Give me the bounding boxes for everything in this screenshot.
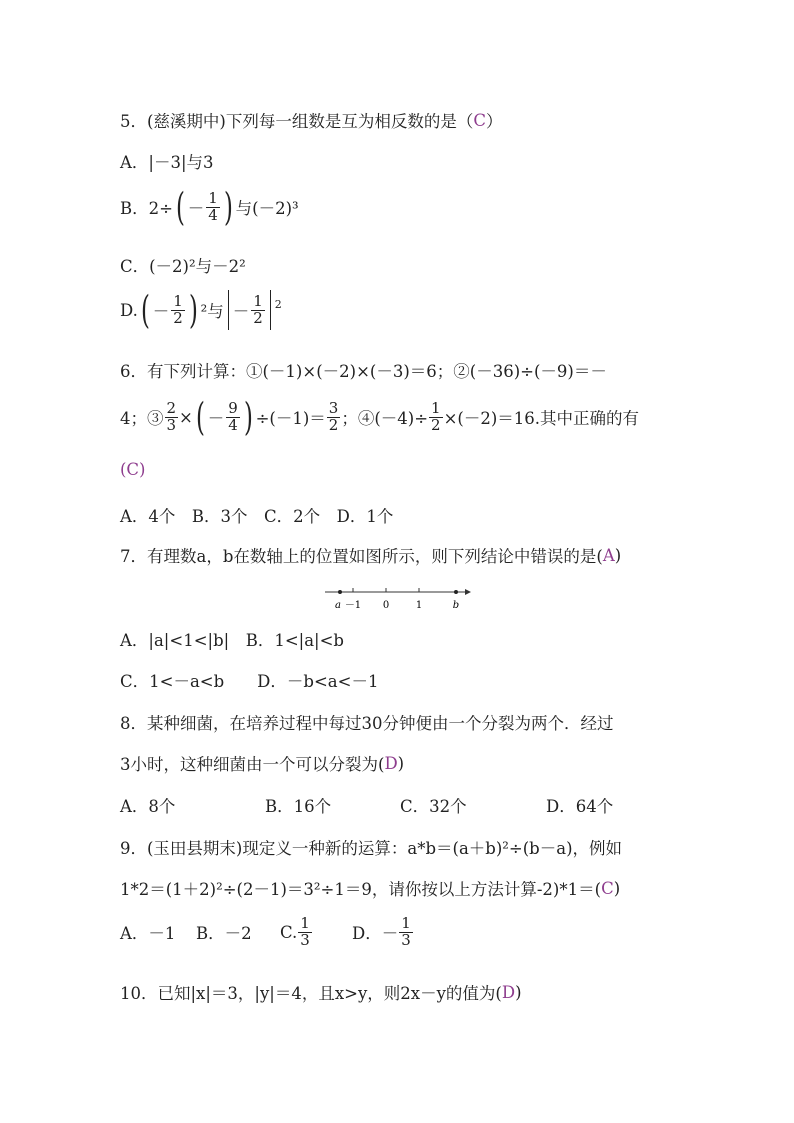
q10-close: ) (515, 982, 522, 1002)
q9-option-c-fraction (298, 916, 312, 949)
q7-options-ab (120, 627, 344, 651)
q9-line-1-text: 9．(玉田县期末)现定义一种新的运算：a*b＝(a＋b)²÷(b－a)，例如 (120, 839, 623, 858)
q7-stem-line (120, 543, 621, 567)
abs-bar-right (270, 290, 271, 330)
q8-option-c (400, 793, 467, 817)
q9-option-d-prefix: D．－ (352, 924, 399, 944)
left-paren: ( (140, 288, 150, 332)
right-paren: ) (223, 185, 233, 229)
left-paren: ( (195, 395, 205, 439)
q6-line-1 (120, 358, 607, 382)
minus-sign: － (187, 199, 205, 218)
denominator: 2 (173, 308, 183, 327)
numerator: 1 (401, 914, 411, 932)
q9-option-d (352, 916, 414, 949)
q5-option-d (120, 290, 282, 330)
q9-option-b (196, 920, 252, 944)
q9-option-a (120, 920, 175, 944)
q5-stem: 5．(慈溪期中)下列每一组数是互为相反数的是（ (120, 112, 474, 131)
q5-option-d-prefix: D. (120, 300, 138, 320)
q7-close: ) (614, 545, 622, 565)
q5-option-d-mid: ²与 (200, 302, 224, 321)
denominator: 3 (166, 415, 177, 434)
q8-option-c-text: C．32个 (400, 797, 467, 816)
q10-answer: D (501, 982, 516, 1002)
minus-sign: － (152, 302, 170, 321)
number-line-figure (320, 583, 475, 613)
denominator: 3 (401, 930, 411, 949)
numerator: 2 (166, 398, 177, 417)
q8-option-d-text: D．64个 (546, 797, 614, 816)
q9-line-1 (120, 835, 622, 859)
label-b: b (452, 600, 460, 611)
q8-option-d (546, 793, 613, 817)
q8-option-a-text: A．8个 (120, 797, 176, 816)
q5-option-b (120, 185, 299, 229)
label-a: a (335, 600, 341, 611)
numerator: 1 (253, 291, 263, 310)
point-b (454, 590, 458, 594)
q5-b-fraction (206, 188, 220, 224)
q8-line-1 (120, 710, 614, 734)
q5-option-b-suffix: 与(－2)³ (235, 199, 299, 218)
q9-answer: C (601, 878, 614, 898)
q6-fraction-3 (327, 398, 341, 434)
q5-d-fraction-1 (171, 291, 185, 327)
q6-answer-line (120, 460, 146, 479)
q6-fraction-2 (226, 398, 240, 434)
q7-options-ab-text: A．|a|<1<|b| B．1<|a|<b (120, 631, 344, 650)
q9-line-2 (120, 876, 620, 900)
q9-option-b-text: B．－2 (196, 924, 252, 943)
denominator: 3 (300, 930, 310, 949)
label-0: 0 (382, 600, 390, 611)
q6-line-2 (120, 395, 640, 439)
number-line-arrow (465, 589, 471, 595)
numerator: 1 (173, 291, 183, 310)
q7-answer: A (602, 545, 615, 565)
q10-stem: 10．已知|x|＝3，|y|＝4，且x>y，则2x－y的值为( (120, 984, 502, 1003)
denominator: 4 (208, 205, 218, 224)
q8-option-a (120, 793, 175, 817)
q5-option-a (120, 149, 214, 173)
q6-l2-b: × (179, 407, 193, 427)
minus-sign: － (232, 302, 250, 321)
denominator: 2 (328, 415, 339, 434)
q6-l2-e: ×(－2)＝16.其中正确的有 (443, 409, 640, 428)
label-1: 1 (415, 600, 423, 611)
numerator: 1 (300, 914, 310, 932)
left-paren: ( (175, 185, 185, 229)
exponent: 2 (274, 297, 282, 311)
q5-option-c (120, 253, 246, 277)
label-minus-1: －1 (344, 600, 362, 611)
q7-options-cd (120, 668, 378, 692)
q7-stem: 7．有理数a，b在数轴上的位置如图所示，则下列结论中错误的是( (120, 547, 603, 566)
numerator: 9 (228, 398, 238, 417)
q9-option-c (280, 916, 313, 949)
q7-options-cd-text: C．1<－a<b D．－b<a<－1 (120, 672, 379, 691)
abs-bar-left (228, 290, 229, 330)
q6-line-1-text: 6．有下列计算：①(－1)×(－2)×(－3)＝6；②(－36)÷(－9)＝－ (120, 362, 607, 381)
q9-option-a-text: A．－1 (120, 924, 176, 943)
right-paren: ) (188, 288, 198, 332)
q5-d-fraction-2 (251, 291, 265, 327)
minus-sign: － (207, 409, 225, 428)
numerator: 3 (328, 398, 339, 417)
q5-close: ） (486, 112, 503, 131)
q10-line (120, 980, 522, 1004)
q6-l2-c: ÷(－1)＝ (255, 409, 326, 428)
q5-option-b-prefix: B．2÷ (120, 199, 173, 218)
q8-answer: D (384, 753, 398, 773)
q5-stem-line (120, 108, 503, 132)
q9-option-d-fraction (399, 916, 413, 949)
q8-option-b (265, 793, 331, 817)
q6-fraction-4 (429, 398, 443, 434)
q6-options (120, 503, 393, 527)
numerator: 1 (208, 188, 218, 207)
q9-close: ) (613, 878, 621, 898)
q6-l2-d: ；④(－4)÷ (341, 409, 429, 428)
q5-option-a-text: A．|－3|与3 (120, 153, 214, 172)
q8-line-1-text: 8．某种细菌，在培养过程中每过30分钟便由一个分裂为两个．经过 (120, 714, 614, 733)
q6-options-text: A．4个 B．3个 C．2个 D．1个 (120, 507, 394, 526)
q9-line-2-text: 1*2＝(1＋2)²÷(2－1)＝3²÷1＝9，请你按以上方法计算-2)*1＝( (120, 880, 602, 899)
q8-option-b-text: B．16个 (265, 797, 332, 816)
point-a (338, 590, 342, 594)
q9-option-c-prefix: C. (280, 922, 298, 942)
q6-fraction-1 (165, 398, 179, 434)
q8-close: ) (397, 753, 405, 773)
q6-l2-a: 4；③ (120, 409, 164, 428)
denominator: 2 (253, 308, 263, 327)
q8-line-2 (120, 751, 404, 775)
right-paren: ) (243, 395, 253, 439)
numerator: 1 (431, 398, 441, 417)
denominator: 4 (228, 415, 238, 434)
q5-answer: C (473, 110, 486, 130)
q8-line-2-text: 3小时，这种细菌由一个可以分裂为( (120, 755, 385, 774)
q5-option-c-text: C．(－2)²与－2² (120, 257, 246, 276)
denominator: 2 (431, 415, 441, 434)
q6-answer: (C) (120, 460, 146, 479)
